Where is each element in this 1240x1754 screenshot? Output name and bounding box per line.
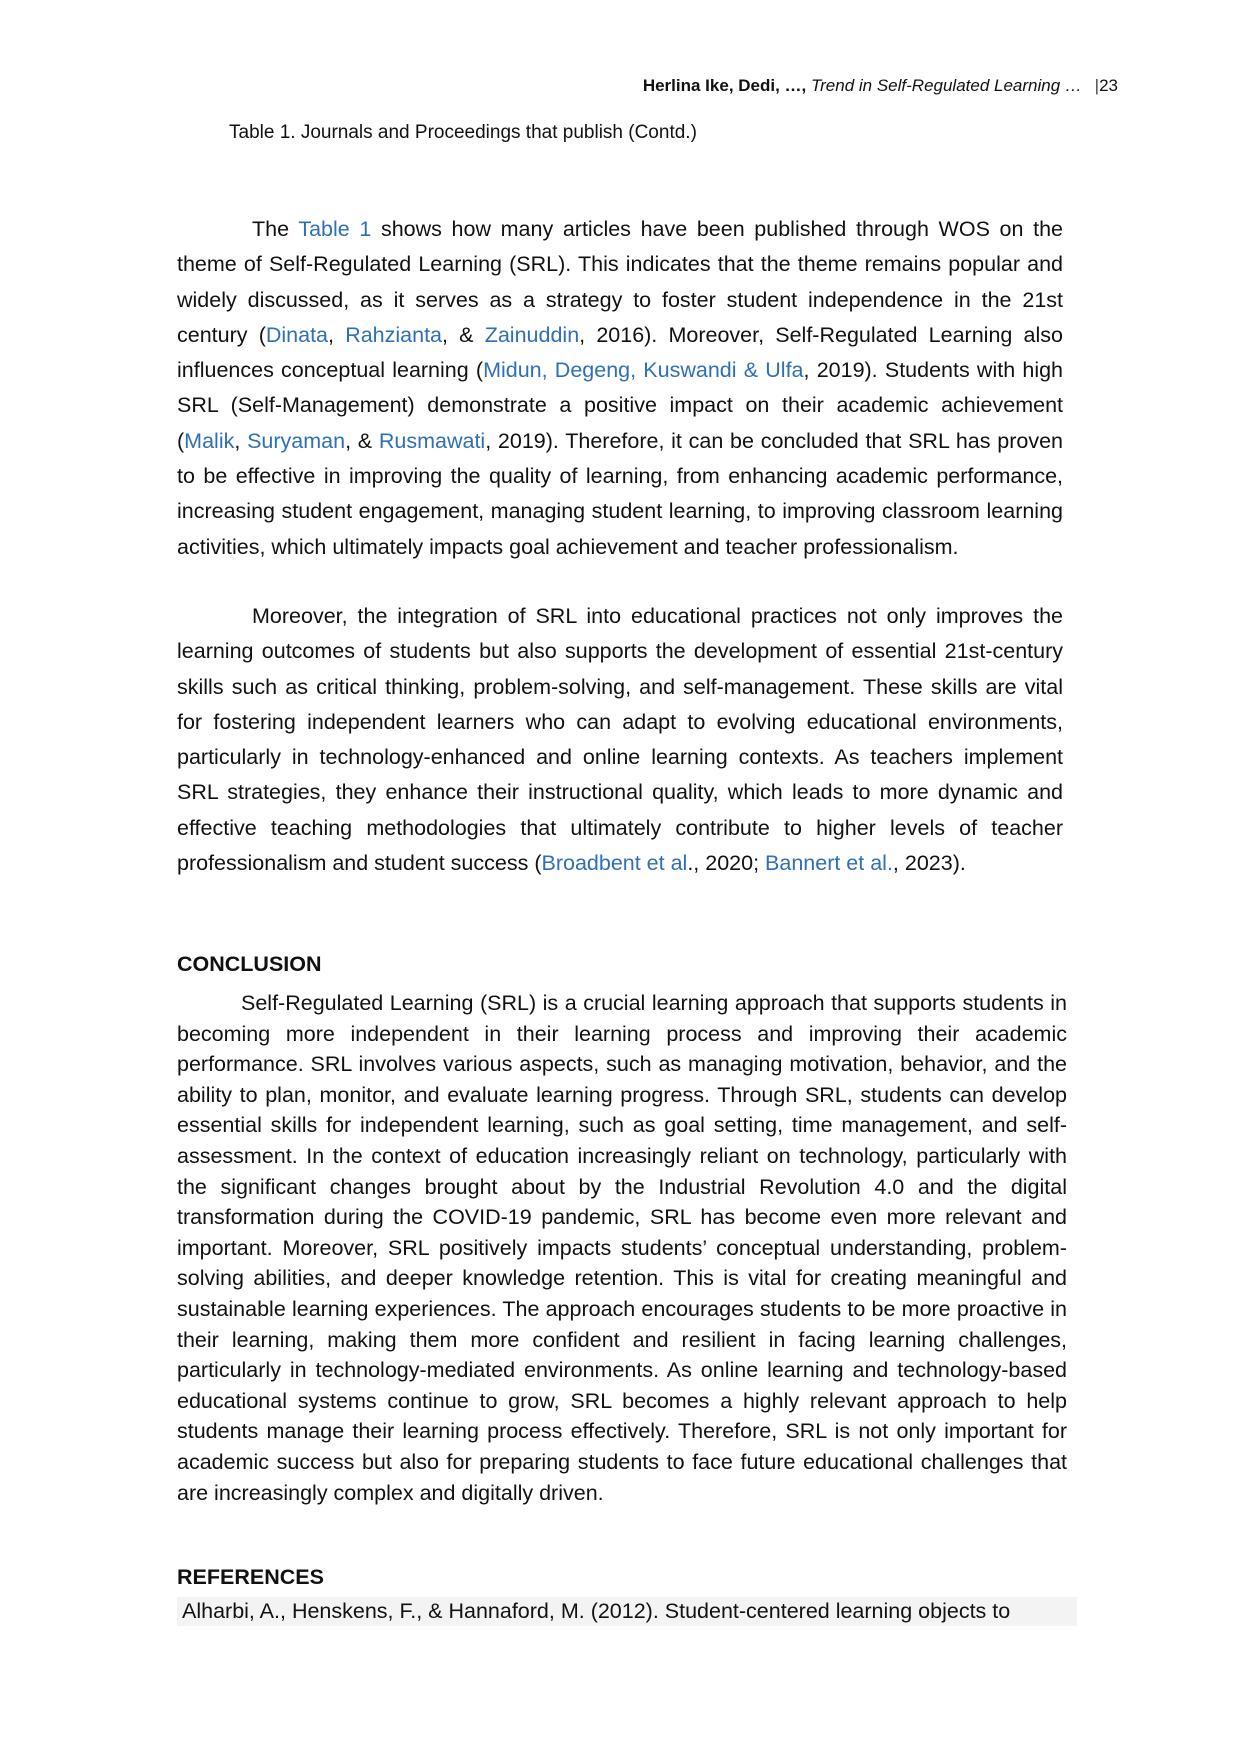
text-run: , 2019). Therefore, it can be concluded that SRL has proven to be effective in improving the quality of learning, from enhancing academic performance, increasing student engagement, managing student learning, to improving classroom learning activities, which ultimately impacts goal achievement and teacher professionalism.	[177, 428, 1063, 559]
citation-link-malik[interactable]: Malik	[184, 428, 235, 453]
table-1-link[interactable]: Table 1	[298, 217, 372, 241]
citation-link-bannert[interactable]: Bannert et al.	[765, 851, 893, 876]
citation-link-zainuddin[interactable]: Zainuddin	[484, 322, 580, 347]
text-run: , 2019). Students with high SRL (Self-Management) demonstrate a positive impact on their academic achievement (	[177, 358, 1064, 453]
text-run: ., 2020;	[687, 851, 766, 876]
body-paragraph-2	[177, 599, 1063, 881]
references-heading: REFERENCES	[177, 1565, 324, 1589]
text-run: , 2023).	[892, 851, 966, 876]
citation-link-dinata[interactable]: Dinata	[265, 322, 329, 347]
header-separator: |	[1094, 76, 1100, 95]
text-run: ,	[234, 428, 248, 453]
citation-link-broadbent[interactable]: Broadbent et al	[541, 851, 688, 876]
conclusion-paragraph	[177, 988, 1067, 1508]
text-run: Moreover, the integration of SRL into educational practices not only improves the learning outcomes of students but also supports the development of essential 21st-century skills such as critical thinking, problem-solving, and self-management. These skills are vital for fostering independent learners who can adapt to evolving educational environments, particularly in technology-enhanced and online learning contexts. As teachers implement SRL strategies, they enhance their instructional quality, which leads to more dynamic and effective teaching methodologies that ultimately contribute to higher levels of teacher professionalism and student success (	[177, 604, 1063, 876]
citation-link-rahzianta[interactable]: Rahzianta	[345, 322, 443, 347]
text-run: , 2016). Moreover, Self-Regulated Learning also influences conceptual learning (	[177, 322, 1063, 383]
text-run: ,	[328, 322, 346, 347]
text-run: , &	[442, 322, 485, 347]
reference-entry: Alharbi, A., Henskens, F., & Hannaford, M. (2012). Student-centered learning objects to	[177, 1597, 1077, 1626]
header-title: Trend in Self-Regulated Learning …	[811, 76, 1082, 95]
header-authors: Herlina Ike, Dedi, …,	[642, 76, 807, 95]
table-caption: Table 1. Journals and Proceedings that publish (Contd.)	[229, 122, 697, 143]
citation-link-midun[interactable]: Midun, Degeng, Kuswandi & Ulfa	[483, 358, 804, 383]
text-run: shows how many articles have been published through WOS on the theme of Self-Regulated Learning (SRL). This indicates that the theme remains popular and widely discussed, as it serves as a strategy to foster student independence in the 21st century (	[177, 217, 1063, 347]
citation-link-rusmawati[interactable]: Rusmawati	[378, 428, 486, 453]
conclusion-heading: CONCLUSION	[177, 952, 322, 976]
citation-link-suryaman[interactable]: Suryaman	[247, 428, 346, 453]
page-number: 23	[1099, 76, 1118, 95]
running-header	[643, 76, 1118, 96]
conclusion-text: Self-Regulated Learning (SRL) is a crucial learning approach that supports students in becoming more independent in their learning process and improving their academic performance. SRL involves various aspects, such as managing motivation, behavior, and the ability to plan, monitor, and evaluate learning progress. Through SRL, students can develop essential skills for independent learning, such as goal setting, time management, and self-assessment. In the context of education increasingly reliant on technology, particularly with the significant changes brought about by the Industrial Revolution 4.0 and the digital transformation during the COVID-19 pandemic, SRL has become even more relevant and important. Moreover, SRL positively impacts students’ conceptual understanding, problem-solving abilities, and deeper knowledge retention. This is vital for creating meaningful and sustainable learning experiences. The approach encourages students to be more proactive in their learning, making them more confident and resilient in facing learning challenges, particularly in technology-mediated environments. As online learning and technology-based educational systems continue to grow, SRL becomes a highly relevant approach to help students manage their learning process effectively. Therefore, SRL is not only important for academic success but also for preparing students to face future educational challenges that are increasingly complex and digitally driven.	[177, 991, 1067, 1505]
body-paragraph-1	[177, 212, 1063, 565]
text-run: The	[252, 217, 299, 241]
text-run: , &	[345, 428, 379, 453]
